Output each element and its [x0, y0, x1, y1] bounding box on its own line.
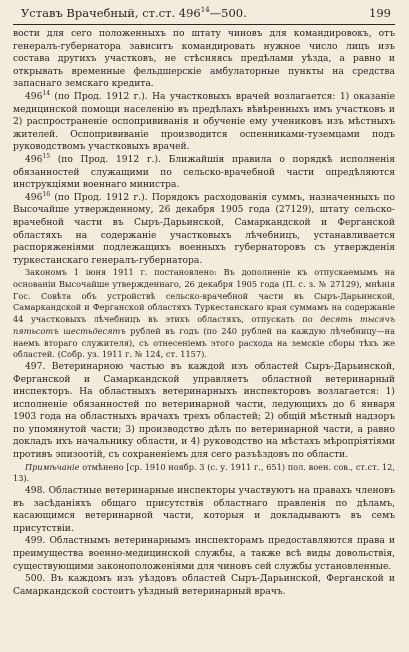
header-title-text: Уставъ Врачебный, ст.ст. 496: [21, 6, 201, 20]
document-page: [0, 2, 409, 652]
article-sup: 15: [42, 152, 51, 160]
article-text: (по Прод. 1912 г.). На участковыхъ врачей возлагается: 1) оказаніе медицинской помощи населенію въ предѣлахъ вѣвѣренныхъ имъ участковъ и 2) распространеніе оспопрививанія и обученіе ему учениковъ изъ мѣстныхъ жителей. Оспопрививаніе производится оспенниками-туземцами подъ руководствомъ участковыхъ врачей.: [13, 91, 395, 153]
article-496-14: [13, 91, 395, 154]
law-note-part: рублей въ годъ (по 240 рублей на каждую лѣчебницу—на наемъ втораго служителя), съ отнесеніемъ этого расхода на земскіе сборы тѣхъ же областей. (Собр. уз. 1911 г. № 124, ст. 1157).: [13, 325, 395, 360]
article-496-15: [13, 154, 395, 192]
article-number: 499.: [25, 536, 46, 547]
running-header: [13, 2, 395, 25]
article-sup: 16: [42, 190, 51, 198]
article-text: (по Прод. 1912 г.). Ближайшія правила о порядкѣ исполненія обязанностей служащими по сельско-врачебной части опредѣляются инструкціями военнаго министра.: [13, 154, 395, 191]
article-text: Областнымъ ветеринарнымъ инспекторамъ предоставляются права и преимущества военно-медицинской службы, а также всѣ виды довольствія, существующими законоположеніями для чиновъ сей службы установленные.: [13, 536, 395, 572]
law-note-italic: десять тысячъ пятьсотъ шестьдесятъ: [13, 314, 395, 336]
page-number: 199: [369, 6, 391, 20]
article-497: [13, 361, 395, 462]
page-body: [13, 28, 395, 598]
article-text: Областные ветеринарные инспекторы участвуютъ на правахъ членовъ въ засѣданіяхъ общаго присутствія областнаго правленія по дѣламъ, касающимся ветеринарной части, которыя и докладываютъ въ семъ присутствіи.: [13, 486, 395, 534]
article-text: Ветеринарною частью въ каждой изъ областей Сыръ-Дарьинской, Ферганской и Самаркандской управляетъ областной ветеринарный инспекторъ. На областныхъ ветеринарныхъ инспекторовъ возлагается: 1) исполненіе обязанностей по ветеринарной части, ледующихъ до 6 января 1903 года на областныхъ врачахъ трехъ областей; 2) общій мѣстный надзоръ по упомянутой части; 3) производство дѣлъ по ветеринарной части, а равно докладъ ихъ начальнику области, и 4) руководство на мѣстахъ мѣропріятіями противъ эпизоотій, съ сохраненіемъ для сего разъѣздовъ по области.: [13, 361, 395, 461]
article-496-16: [13, 192, 395, 268]
article-number: 500.: [25, 574, 46, 585]
law-note: [13, 267, 395, 361]
article-500: [13, 573, 395, 598]
law-note-text: [13, 267, 395, 361]
article-number: 498.: [25, 486, 46, 497]
article-number: 497.: [25, 361, 46, 372]
law-note-part: Закономъ 1 іюня 1911 г. постановлено: Въ дополненіе къ отпускаемымъ на основаніи Высочайше утвержденнаго, 26 декабря 1905 года (П. с. з. № 27129), мнѣнія Гос. Совѣта объ устройствѣ сельско-врачебной части въ Сыръ-Дарьинской, Самаркандской и Ферганской областяхъ Туркестанскаго края суммамъ на содержаніе 44 участковыхъ лѣчебницъ въ этихъ областяхъ, отпускать по: [13, 267, 395, 325]
header-title: [21, 2, 247, 24]
article-number: 496: [25, 154, 43, 165]
header-title-tail: —500.: [209, 6, 247, 20]
article-499: [13, 535, 395, 573]
article-text: Въ каждомъ изъ уѣздовъ областей Сыръ-Дарьинской, Ферганской и Самаркандской состоитъ уѣздный ветеринарный врачъ.: [13, 574, 395, 597]
header-title-sup: 14: [200, 6, 210, 14]
article-498: [13, 485, 395, 535]
note-label: Примѣчаніе: [25, 461, 80, 472]
article-sup: 14: [42, 89, 51, 97]
article-note: [13, 462, 395, 485]
note-text: отмѣнено [ср. 1910 ноябр. 3 (с. у. 1911 г., 651) пол. воен. сов., ст.ст. 12, 13).: [13, 461, 395, 484]
article-number: 496: [25, 192, 43, 203]
article-text: (по Прод. 1912 г.). Порядокъ расходованія суммъ, назначенныхъ по Высочайше утвержденному, 26 декабря 1905 года (27129), штату сельско-врачебной части въ Сыръ-Дарьинской, Самаркандской и Ферганской областяхъ на содержаніе участковыхъ лѣчебницъ, устанавливается распоряженіями подлежащихъ военныхъ губернаторовъ съ утвержденія туркестанскаго генералъ-губернатора.: [13, 192, 395, 266]
article-number: 496: [25, 91, 43, 102]
paragraph-continued: вости для сего положенныхъ по штату чиновъ для командировокъ, отъ генералъ-губернатора зависитъ командировать нужное число лицъ изъ состава другихъ участковъ, не стѣсняясь предѣлами уѣзда, а равно и открывать временные фельдшерскіе амбулаторные пункты на средства запаснаго земскаго кредита.: [13, 29, 395, 90]
